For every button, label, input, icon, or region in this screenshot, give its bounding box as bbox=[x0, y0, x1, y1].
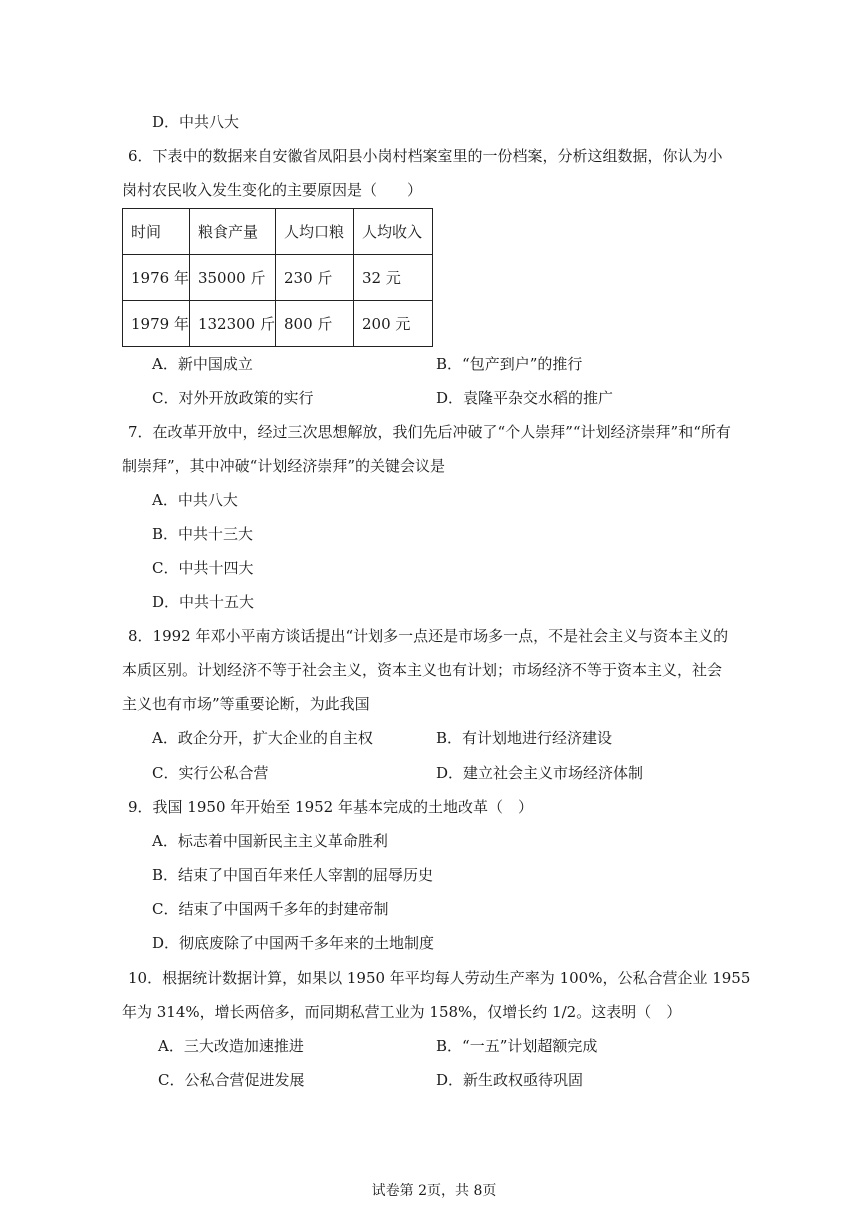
q9-option-b: B．结束了中国百年来任人宰割的屈辱历史 bbox=[152, 866, 434, 884]
table-cell: 1976 年 bbox=[123, 255, 190, 301]
q7-option-b: B．中共十三大 bbox=[152, 525, 254, 543]
q8-stem-line2: 本质区别。计划经济不等于社会主义，资本主义也有计划；市场经济不等于资本主义，社会 bbox=[122, 661, 723, 679]
q6-option-a: A．新中国成立 bbox=[152, 355, 253, 373]
q6-option-d: D．袁隆平杂交水稻的推广 bbox=[436, 389, 614, 407]
table-header-cell: 时间 bbox=[123, 209, 190, 255]
table-row bbox=[123, 255, 433, 301]
q10-stem-line1: 10．根据统计数据计算，如果以 1950 年平均每人劳动生产率为 100%，公私合营企业 1955 bbox=[128, 969, 751, 987]
table-cell: 132300 斤 bbox=[189, 301, 275, 347]
q10-option-a: A．三大改造加速推进 bbox=[158, 1037, 304, 1055]
q8-option-c: C．实行公私合营 bbox=[152, 764, 269, 782]
q10-stem-line2: 年为 314%，增长两倍多，而同期私营工业为 158%，仅增长约 1/2。这表明（ ） bbox=[122, 1003, 682, 1021]
q8-option-a: A．政企分开，扩大企业的自主权 bbox=[152, 729, 373, 747]
table-cell: 800 斤 bbox=[275, 301, 353, 347]
table-cell: 1979 年 bbox=[123, 301, 190, 347]
table-header-cell: 粮食产量 bbox=[189, 209, 275, 255]
q9-option-d: D．彻底废除了中国两千多年来的土地制度 bbox=[152, 934, 435, 952]
q6-option-b: B．“包产到户”的推行 bbox=[436, 355, 583, 373]
table-cell: 200 元 bbox=[353, 301, 432, 347]
q7-stem-line2: 制崇拜”，其中冲破“计划经济崇拜”的关键会议是 bbox=[122, 457, 446, 475]
q7-option-d: D．中共十五大 bbox=[152, 593, 255, 611]
table-row bbox=[123, 301, 433, 347]
q9-option-a: A．标志着中国新民主主义革命胜利 bbox=[152, 832, 388, 850]
page-footer: 试卷第 2页，共 8页 bbox=[371, 1183, 497, 1199]
q6-stem-line2: 岗村农民收入发生变化的主要原因是（ ） bbox=[122, 181, 423, 199]
q5-option-d: D．中共八大 bbox=[152, 113, 240, 131]
q7-stem-line1: 7．在改革开放中，经过三次思想解放，我们先后冲破了“个人崇拜”“计划经济崇拜”和“所有 bbox=[128, 423, 731, 441]
table-cell: 230 斤 bbox=[275, 255, 353, 301]
q6-option-c: C．对外开放政策的实行 bbox=[152, 389, 314, 407]
q8-option-b: B．有计划地进行经济建设 bbox=[436, 729, 613, 747]
q7-option-a: A．中共八大 bbox=[152, 491, 238, 509]
q6-stem-line1: 6．下表中的数据来自安徽省凤阳县小岗村档案室里的一份档案，分析这组数据，你认为小 bbox=[128, 147, 723, 165]
table-header-cell: 人均口粮 bbox=[275, 209, 353, 255]
table-header-cell: 人均收入 bbox=[353, 209, 432, 255]
q10-option-b: B．“一五”计划超额完成 bbox=[436, 1037, 598, 1055]
q10-option-d: D．新生政权亟待巩固 bbox=[436, 1071, 584, 1089]
q6-data-table bbox=[122, 208, 433, 347]
q8-option-d: D．建立社会主义市场经济体制 bbox=[436, 764, 644, 782]
q8-stem-line3: 主义也有市场”等重要论断，为此我国 bbox=[122, 695, 370, 713]
q8-stem-line1: 8．1992 年邓小平南方谈话提出“计划多一点还是市场多一点，不是社会主义与资本主义的 bbox=[128, 627, 729, 645]
table-header-row bbox=[123, 209, 433, 255]
q9-option-c: C．结束了中国两千多年的封建帝制 bbox=[152, 900, 389, 918]
q10-option-c: C．公私合营促进发展 bbox=[158, 1071, 305, 1089]
q9-stem-line1: 9．我国 1950 年开始至 1952 年基本完成的土地改革（ ） bbox=[128, 798, 533, 816]
table-cell: 32 元 bbox=[353, 255, 432, 301]
table-cell: 35000 斤 bbox=[189, 255, 275, 301]
q7-option-c: C．中共十四大 bbox=[152, 559, 254, 577]
